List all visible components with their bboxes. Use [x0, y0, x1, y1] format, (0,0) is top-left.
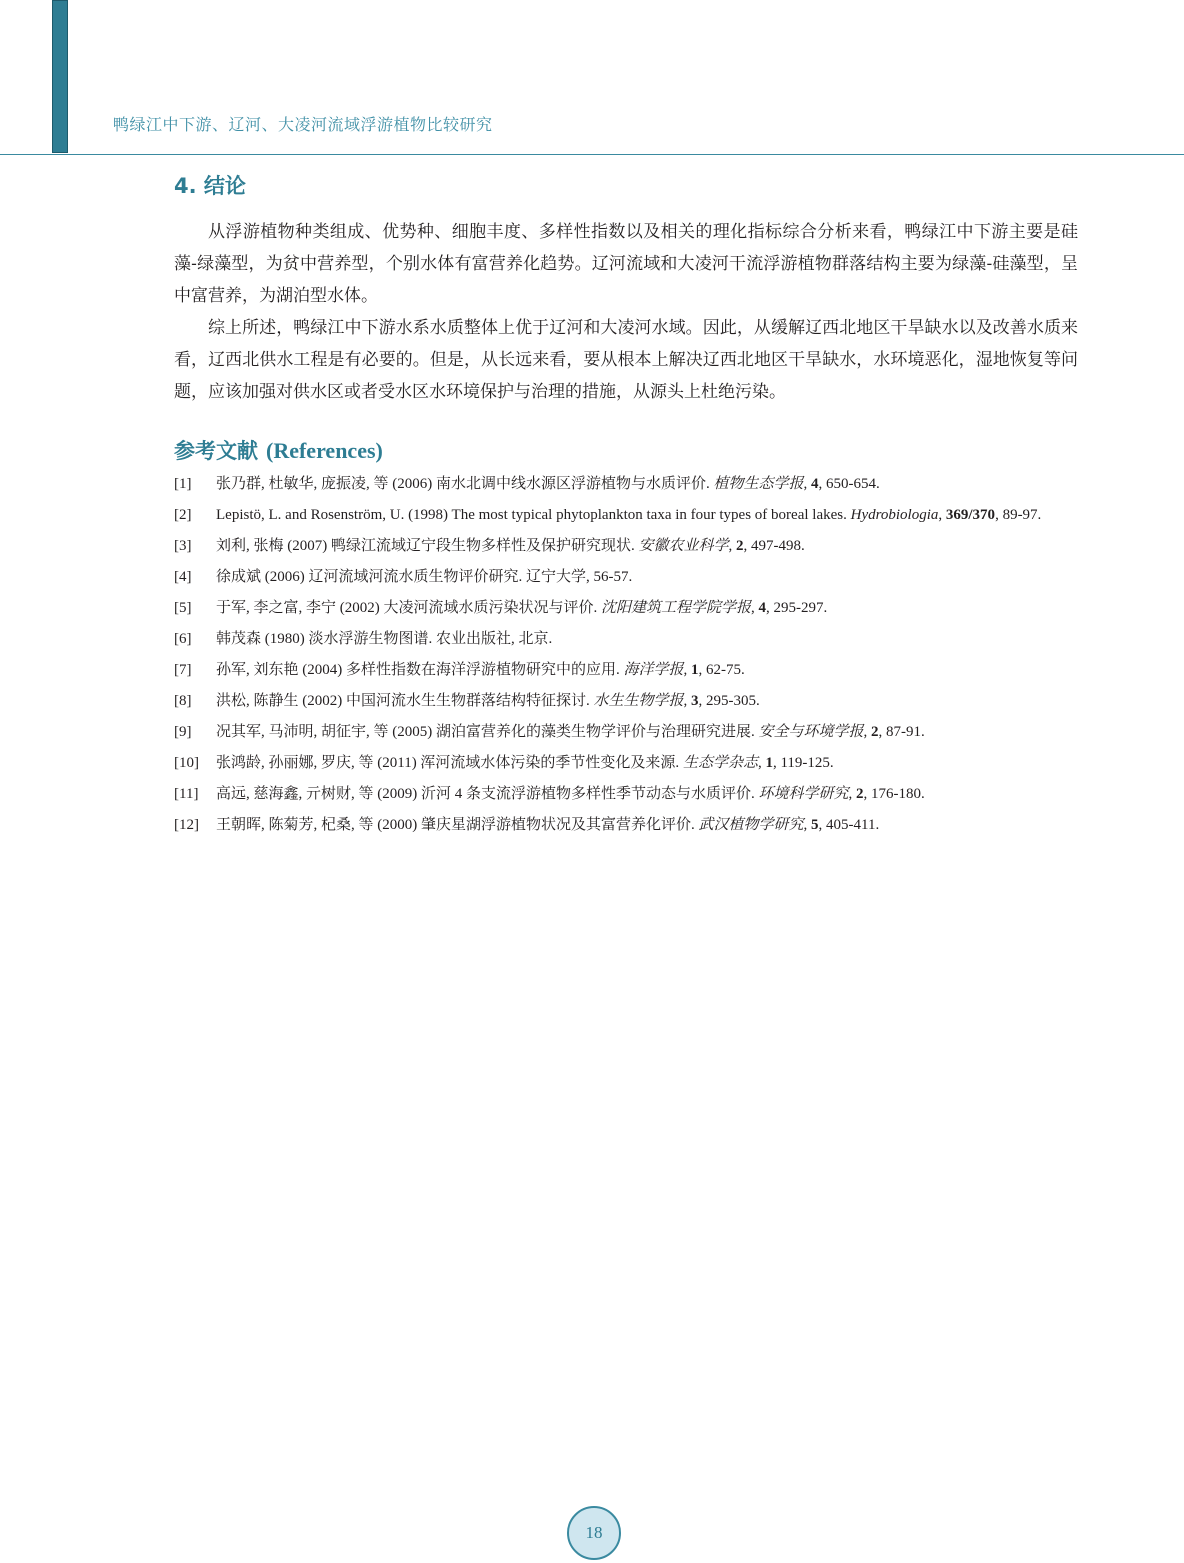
reference-text: 高远, 慈海鑫, 亓树财, 等 (2009) 沂河 4 条支流浮游植物多样性季节动态与水质评价.	[216, 786, 755, 802]
reference-volume: 369/370	[945, 507, 996, 523]
reference-number: [12]	[174, 817, 199, 833]
reference-volume: 2	[736, 538, 744, 554]
reference-text: 王朝晖, 陈菊芳, 杞桑, 等 (2000) 肇庆星湖浮游植物状况及其富营养化评价.	[216, 817, 695, 833]
reference-journal: 植物生态学报	[713, 476, 804, 492]
page-number-badge: 18	[567, 1506, 621, 1560]
reference-pages: , 119-125.	[772, 755, 834, 771]
reference-number: [6]	[174, 631, 192, 647]
reference-item: [10] 张鸿龄, 孙丽娜, 罗庆, 等 (2011) 浑河流域水体污染的季节性变化及来源. 生态学杂志, 1, 119-125.	[174, 755, 834, 771]
reference-item: [12] 王朝晖, 陈菊芳, 杞桑, 等 (2000) 肇庆星湖浮游植物状况及其富营养化评价. 武汉植物学研究, 5, 405-411.	[174, 817, 880, 833]
reference-journal: Hydrobiologia	[850, 507, 939, 523]
references-heading-cn: 参考文献	[174, 439, 258, 463]
reference-number: [7]	[174, 662, 192, 678]
reference-volume: 5	[811, 817, 819, 833]
reference-journal: 环境科学研究	[758, 786, 849, 802]
reference-list	[174, 476, 1078, 834]
reference-item: [3] 刘利, 张梅 (2007) 鸭绿江流域辽宁段生物多样性及保护研究现状. 安徽农业科学, 2, 497-498.	[174, 538, 805, 554]
reference-item: [11] 高远, 慈海鑫, 亓树财, 等 (2009) 沂河 4 条支流浮游植物多样性季节动态与水质评价. 环境科学研究, 2, 176-180.	[174, 786, 925, 802]
reference-number: [9]	[174, 724, 192, 740]
references-heading-en: (References)	[266, 438, 383, 463]
reference-volume: 4	[811, 476, 819, 492]
reference-number: [4]	[174, 569, 192, 585]
reference-number: [5]	[174, 600, 192, 616]
reference-volume: 2	[871, 724, 879, 740]
reference-volume: 2	[856, 786, 864, 802]
reference-pages: , 89-97.	[995, 507, 1042, 523]
reference-item: [1] 张乃群, 杜敏华, 庞振凌, 等 (2006) 南水北调中线水源区浮游植物与水质评价. 植物生态学报, 4, 650-654.	[174, 476, 880, 492]
conclusion-paragraph-2: 综上所述，鸭绿江中下游水系水质整体上优于辽河和大凌河水域。因此，从缓解辽西北地区干旱缺水以及改善水质来看，辽西北供水工程是有必要的。但是，从长远来看，要从根本上解决辽西北地区干旱缺水，水环境恶化，湿地恢复等问题，应该加强对供水区或者受水区水环境保护与治理的措施，从源头上杜绝污染。	[174, 318, 1078, 402]
reference-text: 张乃群, 杜敏华, 庞振凌, 等 (2006) 南水北调中线水源区浮游植物与水质评价.	[216, 476, 710, 492]
reference-text: 韩茂森 (1980) 淡水浮游生物图谱. 农业出版社, 北京.	[216, 631, 553, 647]
reference-volume: 1	[765, 755, 773, 771]
page-content	[174, 170, 1078, 848]
reference-number: [3]	[174, 538, 192, 554]
reference-item: [5] 于军, 李之富, 李宁 (2002) 大凌河流域水质污染状况与评价. 沈阳建筑工程学院学报, 4, 295-297.	[174, 600, 828, 616]
reference-text: 孙军, 刘东艳 (2004) 多样性指数在海洋浮游植物研究中的应用.	[216, 662, 620, 678]
reference-pages: , 405-411.	[818, 817, 880, 833]
reference-pages: , 62-75.	[698, 662, 745, 678]
reference-number: [10]	[174, 755, 199, 771]
reference-number: [2]	[174, 507, 192, 523]
reference-text: 刘利, 张梅 (2007) 鸭绿江流域辽宁段生物多样性及保护研究现状.	[216, 538, 635, 554]
reference-journal: 安徽农业科学	[638, 538, 729, 554]
reference-text: Lepistö, L. and Rosenström, U. (1998) The most typical phytoplankton taxa in four types of boreal lakes.	[216, 507, 847, 523]
reference-item	[174, 569, 1078, 586]
reference-journal: 生态学杂志	[682, 755, 758, 771]
reference-item: [8] 洪松, 陈静生 (2002) 中国河流水生生物群落结构特征探讨. 水生生物学报, 3, 295-305.	[174, 693, 760, 709]
header-rule	[0, 154, 1184, 155]
running-header-title: 鸭绿江中下游、辽河、大凌河流域浮游植物比较研究	[113, 115, 493, 134]
reference-pages: , 650-654.	[818, 476, 880, 492]
reference-journal: 武汉植物学研究	[698, 817, 804, 833]
reference-text: 况其军, 马沛明, 胡征宇, 等 (2005) 湖泊富营养化的藻类生物学评价与治理研究进展.	[216, 724, 755, 740]
reference-pages: , 295-297.	[766, 600, 828, 616]
reference-number: [11]	[174, 786, 199, 802]
reference-volume: 1	[691, 662, 699, 678]
reference-number: [8]	[174, 693, 192, 709]
reference-item	[174, 631, 1078, 648]
reference-journal: 水生生物学报	[593, 693, 684, 709]
reference-text: 张鸿龄, 孙丽娜, 罗庆, 等 (2011) 浑河流域水体污染的季节性变化及来源.	[216, 755, 680, 771]
reference-pages: , 497-498.	[743, 538, 805, 554]
reference-volume: 4	[758, 600, 767, 616]
conclusion-paragraph-1: 从浮游植物种类组成、优势种、细胞丰度、多样性指数以及相关的理化指标综合分析来看，鸭绿江中下游主要是硅藻-绿藻型，为贫中营养型，个别水体有富营养化趋势。辽河流域和大凌河干流浮游植物群落结构主要为绿藻-硅藻型，呈中富营养，为湖泊型水体。	[174, 222, 1078, 306]
references-heading	[174, 434, 1078, 468]
reference-journal: 海洋学报	[623, 662, 684, 678]
reference-item: [2] Lepistö, L. and Rosenström, U. (1998) The most typical phytoplankton taxa in four types of boreal lakes. Hydrobiologia, 369/370, 89-97.	[174, 507, 1042, 523]
reference-volume: 3	[691, 693, 699, 709]
reference-number: [1]	[174, 476, 192, 492]
reference-journal: 沈阳建筑工程学院学报	[601, 600, 752, 616]
reference-item: [7] 孙军, 刘东艳 (2004) 多样性指数在海洋浮游植物研究中的应用. 海洋学报, 1, 62-75.	[174, 662, 745, 678]
section-heading: 4. 结论	[174, 174, 246, 198]
reference-text: 徐成斌 (2006) 辽河流域河流水质生物评价研究. 辽宁大学, 56-57.	[216, 569, 633, 585]
reference-text: 于军, 李之富, 李宁 (2002) 大凌河流域水质污染状况与评价.	[216, 600, 598, 616]
reference-text: 洪松, 陈静生 (2002) 中国河流水生生物群落结构特征探讨.	[216, 693, 590, 709]
reference-pages: , 87-91.	[878, 724, 925, 740]
reference-pages: , 176-180.	[863, 786, 925, 802]
reference-pages: , 295-305.	[698, 693, 760, 709]
reference-journal: 安全与环境学报	[758, 724, 864, 740]
reference-item: [9] 况其军, 马沛明, 胡征宇, 等 (2005) 湖泊富营养化的藻类生物学评价与治理研究进展. 安全与环境学报, 2, 87-91.	[174, 724, 925, 740]
header-accent-bar	[52, 0, 68, 153]
